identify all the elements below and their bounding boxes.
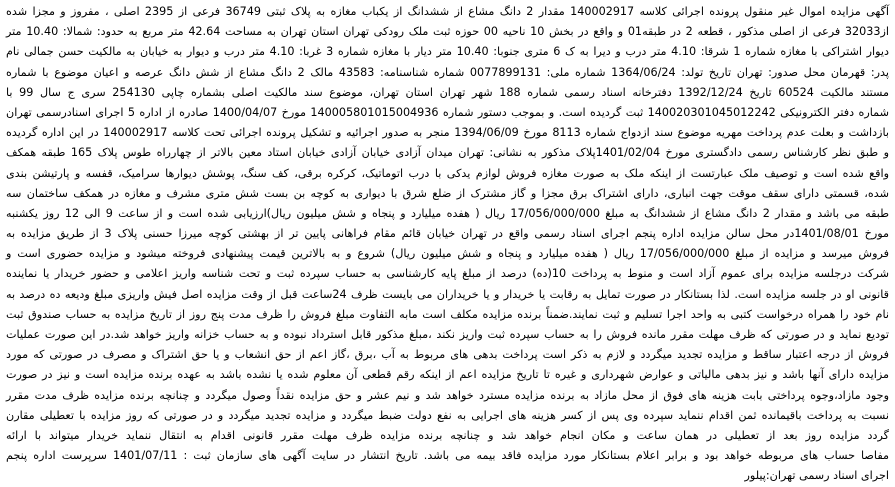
notice-line-7: بازداشت و بعلت عدم پرداخت مهریه موضوع سند ازدواج شماره 8113 مورخ 1394/06/09 منجر به صدور اجرائیه و تشکیل پرونده اجرائی تحت کلاسه 140002917 در این اداره گردیده xyxy=(6,126,889,140)
notice-line-19: مزایده دارای آنها باشد و نیز بدهی مالیاتی و عوارض شهرداری و غیره تا تاریخ مزایده اعم از اینکه رقم قطعی آن معلوم شده یا نشده باشد به عهده برنده مزایده است و نیز در صورت xyxy=(6,368,889,382)
notice-line-5: مستند مالکیت 60524 تاریخ 1392/12/24 دفترخانه اسناد رسمی شماره 188 شهر تهران استان تهران، موضوع سند مالکیت اصلی بشماره چاپی 254130 سری ج سال 99 با xyxy=(6,85,889,99)
notice-line-6: شماره دفتر الکترونیکی 140020301045012242 ثبت گردیده است. و بموجب دستور شماره 140005801015004936 مورخ 1400/04/07 صادره از اداره 5 اجرای اسنادرسمی تهران xyxy=(6,105,890,119)
notice-line-13: فروش میرسد و مزایده از مبلغ 17/056/000/000 ریال ( هفده میلیارد و پنجاه و شش میلیون ریال) شروع و به بالاترین قیمت پیشنهادی فروخته میشود و مزایده حضوری است و xyxy=(6,247,889,261)
notice-line-17: تودیع نماید و در صورتی که ظرف مهلت مقرر مانده فروش را به حساب سپرده ثبت واریز نکند ،مبلغ مذکور قابل استرداد نبوده و به حساب خزانه واریز خواهد شد.در این صورت عملیات xyxy=(6,328,889,341)
notice-line-4: پدر: قهرمان محل صدور: تهران تاریخ تولد: 1364/06/24 شماره ملی: 0077899131 شماره شناسنامه: 43583 مالک 2 دانگ مشاع از شش دانگ عرصه و اعیان موضوع با شماره xyxy=(6,65,889,79)
notice-line-2: از32033 فرعی از اصلی مذکور ، قطعه 2 در طبقه01 و واقع در بخش 10 ناحیه 00 حوزه ثبت ملک رودکی تهران استان تهران به مساحت 42.64 متر مربع به حدود: شمالا: 10.40 متر xyxy=(6,25,889,39)
notice-line-12: مورخ 1401/08/01در محل سالن مزایده اداره پنجم اجرای اسناد رسمی واقع در تهران خیابان قائم مقام فراهانی پایین تر از بهشتی کوچه میرزا حسنی پلاک 3 از طریق مزایده به xyxy=(6,227,890,241)
notice-line-14: شرکت درجلسه مزایده برای عموم آزاد است و منوط به پرداخت 10(ده) درصد از مبلغ پایه کارشناسی به حساب سپرده ثبت و تحت شناسه واریز اعلامی و حضور خریدار یا نماینده xyxy=(6,267,889,281)
notice-line-11: طبقه می باشد و مقدار 2 دانگ مشاع از ششدانگ به مبلغ 17/056/000/000 ریال ( هفده میلیارد و پنجاه و شش میلیون ریال)ارزیابی شده است و از ساعت 9 الی 12 روز یکشنبه xyxy=(6,206,890,220)
notice-line-22: گردد مزایده روز بعد از تعطیلی در همان ساعت و مکان انجام خواهد شد و چنانچه برنده مزایده ظرف مهلت مقرر قانونی اقدام به انتقال ننماید خریدار میتواند با ارائه xyxy=(6,428,889,442)
notice-line-21: نسبت به پرداخت باقیمانده ثمن اقدام ننماید سپرده وی پس از کسر هزینه های اجرایی به نفع دولت ضبط میگردد و مزایده تجدید میگردد و در صورتی که روز مزایده با تعطیلی مقارن xyxy=(6,408,889,422)
notice-line-20: وجود مازاد،وجوه پرداختی بابت هزینه های فوق از محل مازاد به برنده مزایده مسترد خواهد شد و نیم عشر و حق مزایده نقداً وصول میگردد و چنانچه برنده مزایده ظرف مدت مقرر xyxy=(6,388,889,402)
notice-line-8: و طبق نظر کارشناس رسمی دادگستری مورخ 1401/02/04پلاک مذکور به نشانی: تهران میدان آزادی خیابان آزادی خیابان استاد معین بالاتر از چهارراه طوس پلاک 165 طبقه همکف xyxy=(6,146,889,160)
notice-line-10: شده، قسمتی دارای سقف موقت جهت انباری، دارای اشتراک برق مجزا و گاز مشترک از ضلع شرق با دیواری به کوچه بن بست شش متری مشرف و مغازه در همکف ساختمان سه xyxy=(6,186,889,200)
notice-line-16: نام خود را همراه درخواست کتبی به واحد اجرا تسلیم و ثبت نمایند.ضمناً برنده مزایده مکلف است مابه التفاوت مبلغ فروش را ظرف مدت پنج روز از تاریخ مزایده به حساب صندوق ثبت xyxy=(6,307,889,321)
notice-line-1: آگهی مزایده اموال غیر منقول پرونده اجرائی کلاسه 140002917 مقدار 2 دانگ مشاع از ششدانگ از یکباب مغازه به پلاک ثبتی 36749 فرعی از 2395 اصلی ، مفروز و مجزا شده xyxy=(6,5,890,18)
notice-line-3: دیوار اشتراکی با مغازه شماره 1 شرقا: 4.10 متر درب و دیرا به ک 6 متری جنوبا: 10.40 متر دیار با مغازه شماره 3 غربا: 4.10 متر درب و دیوار به خیابان به مالکیت حسن جمالی نام xyxy=(6,45,889,59)
notice-line-9: واقع شده است و توصیف ملک عبارتست از اینکه ملک به صورت مغازه فروش لوازم یدکی با درب اتوماتیک، کرکره برقی، کف سنگ، پوشش دیوارها سرامیک، قفسه و پارتیشن بندی xyxy=(6,166,889,180)
notice-line-18: فروش از درجه اعتبار ساقط و مزایده تجدید میگردد و لازم به ذکر است پرداخت بدهی های مربوط به آب ،برق ،گاز اعم از حق انشعاب و یا حق اشتراک و مصرف در صورتی که مورد xyxy=(6,348,889,362)
notice-line-24: اجرای اسناد رسمی تهران:پیلور xyxy=(744,469,889,483)
notice-line-15: قانونی او در جلسه مزایده است. لذا بستانکار در صورت تمایل به رقابت یا خریدار و یا خریداران می بایست ظرف 24ساعت قبل از وقت مزایده اصل فیش واریزی مبلغ ودیعه ده درصد به xyxy=(6,287,889,301)
notice-line-23: مفاصا حساب های مربوطه خواهد بود و برابر اعلام بستانکار مورد مزایده فاقد بیمه می باشد. تاریخ انتشار در سایت آگهی های سازمان ثبت : 1401/07/11 سرپرست اداره پنجم xyxy=(6,449,889,463)
